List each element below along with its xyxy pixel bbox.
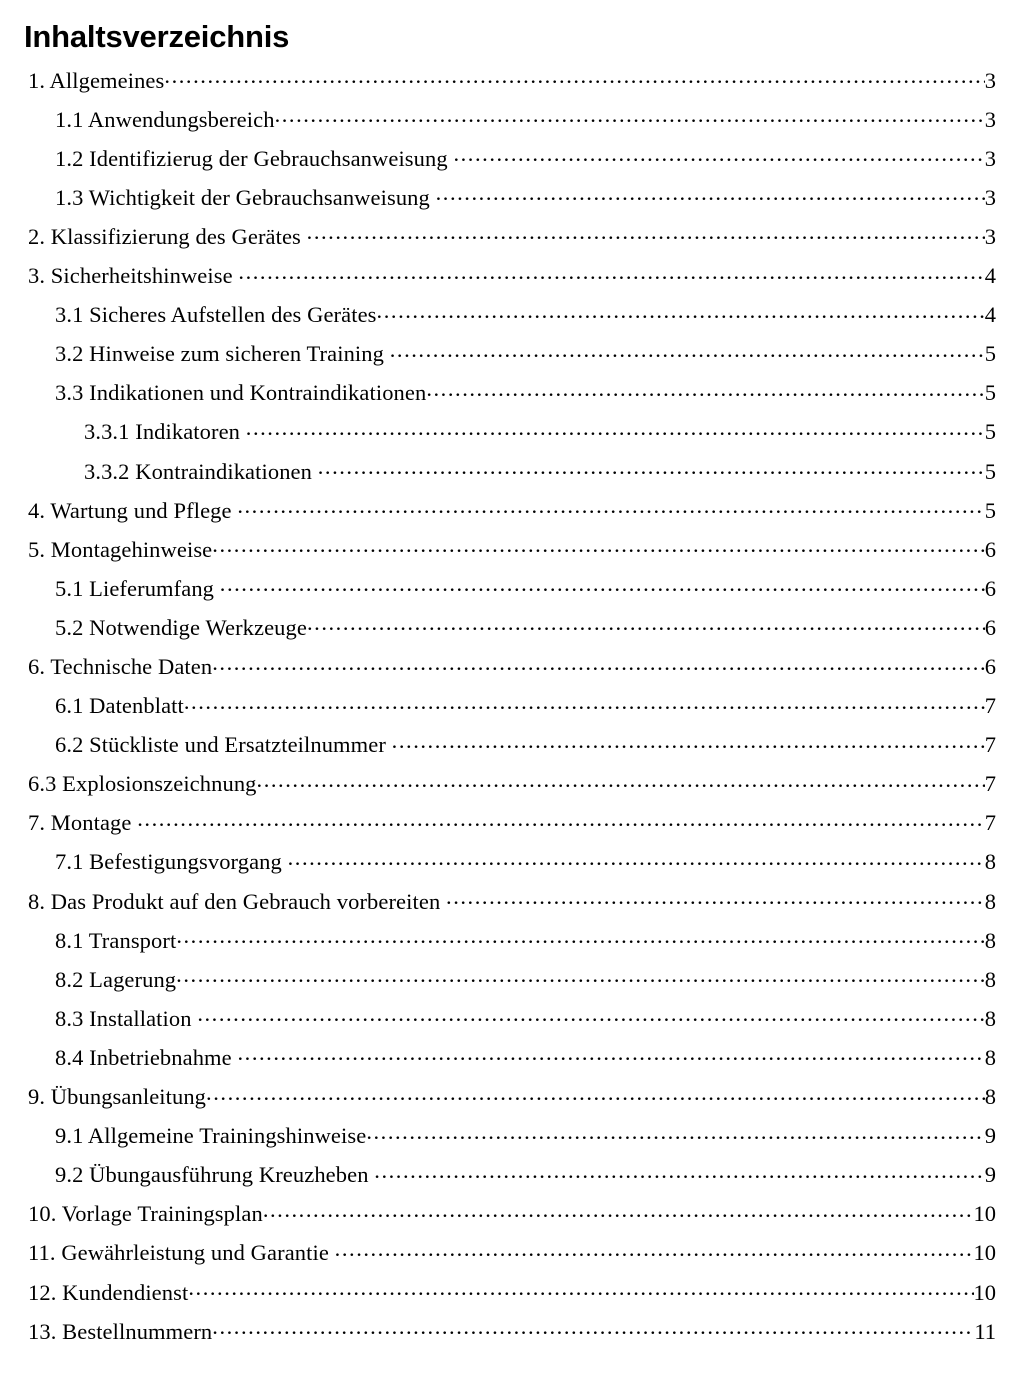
toc-dot-leader (206, 1082, 985, 1105)
toc-entry-page-number: 4 (984, 302, 996, 328)
toc-dot-leader (212, 534, 984, 557)
toc-dot-leader (220, 573, 985, 596)
toc-entry-page-number: 6 (984, 614, 996, 640)
toc-dot-leader (446, 886, 985, 909)
toc-entry-label: 3.3.1 Indikatoren (84, 419, 241, 445)
toc-dot-leader (335, 1238, 974, 1261)
toc-entry-page-number: 4 (984, 263, 996, 289)
toc-entry-label: 9.1 Allgemeine Trainingshinweise (55, 1123, 367, 1149)
toc-entry[interactable] (0, 1238, 996, 1277)
toc-entry-page-number: 5 (984, 458, 996, 484)
toc-entry-page-number: 6 (984, 654, 996, 679)
toc-entry-label: 1.2 Identifizierug der Gebrauchsanweisung (55, 145, 448, 171)
toc-dot-leader (197, 1003, 984, 1026)
toc-entry-page-number: 7 (984, 732, 996, 758)
toc-dot-leader (377, 300, 985, 323)
toc-entry-label: 1. Allgemeines (28, 67, 165, 93)
toc-entry-page-number: 5 (984, 419, 996, 445)
toc-entry-page-number: 7 (984, 771, 996, 797)
toc-entry-label: 1.3 Wichtigkeit der Gebrauchsanweisung (55, 184, 430, 210)
toc-entry-label: 3.1 Sicheres Aufstellen des Gerätes (55, 302, 377, 328)
toc-dot-leader (307, 612, 985, 635)
toc-entry-label: 5. Montagehinweise (28, 536, 213, 562)
toc-entry-page-number: 11 (974, 1318, 996, 1344)
toc-dot-leader (318, 456, 985, 479)
toc-dot-leader (390, 339, 985, 362)
toc-dot-leader (392, 730, 985, 753)
toc-dot-leader (453, 143, 984, 166)
toc-entry[interactable] (0, 221, 996, 260)
toc-dot-leader (238, 261, 984, 284)
toc-dot-leader (212, 652, 985, 675)
toc-dot-leader (212, 1316, 974, 1339)
toc-entry[interactable] (0, 1082, 996, 1121)
toc-entry-label: 2. Klassifizierung des Gerätes (28, 223, 301, 249)
toc-entry[interactable] (0, 417, 996, 456)
toc-entry[interactable] (0, 573, 996, 612)
toc-entry-label: 8.3 Installation (55, 1005, 192, 1031)
toc-entry-page-number: 8 (984, 1005, 996, 1031)
toc-entry-page-number: 7 (984, 693, 996, 719)
toc-entry[interactable] (0, 1316, 996, 1355)
toc-entry-page-number: 8 (984, 1044, 996, 1070)
toc-entry-page-number: 8 (984, 888, 996, 914)
toc-entry-page-number: 5 (984, 341, 996, 367)
toc-entry-page-number: 5 (984, 380, 996, 406)
toc-entry-label: 8. Das Produkt auf den Gebrauch vorbereiten (28, 888, 441, 914)
toc-entry[interactable] (0, 1042, 996, 1081)
toc-entry-page-number: 10 (973, 1201, 996, 1227)
toc-entry-label: 7. Montage (28, 810, 132, 836)
toc-dot-leader (263, 1199, 974, 1222)
toc-dot-leader (176, 925, 984, 948)
toc-entry-label: 6.2 Stückliste und Ersatzteilnummer (55, 732, 386, 758)
toc-dot-leader (307, 221, 985, 244)
toc-entry[interactable] (0, 1199, 996, 1238)
toc-entry[interactable] (0, 339, 996, 378)
toc-entry-label: 8.2 Lagerung (55, 966, 177, 992)
toc-entry[interactable] (0, 612, 996, 651)
toc-entry[interactable] (0, 691, 996, 730)
toc-dot-leader (275, 104, 985, 127)
toc-dot-leader (426, 378, 984, 401)
toc-entry-page-number: 3 (984, 145, 996, 171)
toc-entry-page-number: 8 (984, 927, 996, 953)
toc-entry[interactable] (0, 808, 996, 847)
toc-dot-leader (374, 1160, 984, 1183)
table-of-contents-list (0, 54, 1026, 1355)
toc-entry-label: 3.3.2 Kontraindikationen (84, 458, 312, 484)
toc-entry-label: 6.3 Explosionszeichnung (28, 771, 257, 797)
toc-entry[interactable] (0, 143, 996, 182)
toc-entry-label: 11. Gewährleistung und Garantie (28, 1240, 329, 1266)
toc-entry-page-number: 6 (984, 536, 996, 562)
toc-entry[interactable] (0, 1160, 996, 1199)
toc-entry[interactable] (0, 652, 996, 691)
toc-dot-leader (246, 417, 985, 440)
toc-entry-label: 6. Technische Daten (28, 654, 213, 679)
toc-dot-leader (366, 1121, 984, 1144)
toc-entry[interactable] (0, 730, 996, 769)
toc-entry[interactable] (0, 886, 996, 925)
toc-entry[interactable] (0, 456, 996, 495)
page-title: Inhaltsverzeichnis (24, 19, 290, 54)
toc-entry[interactable] (0, 534, 996, 573)
toc-entry-label: 7.1 Befestigungsvorgang (55, 849, 282, 875)
toc-entry-label: 1.1 Anwendungsbereich (55, 106, 275, 132)
toc-entry-label: 8.4 Inbetriebnahme (55, 1044, 232, 1070)
toc-entry-label: 12. Kundendienst (28, 1279, 189, 1305)
toc-entry-label: 5.2 Notwendige Werkzeuge (55, 614, 307, 640)
toc-dot-leader (176, 964, 985, 987)
toc-dot-leader (184, 691, 985, 714)
toc-entry[interactable] (0, 1121, 996, 1160)
toc-entry[interactable] (0, 1277, 996, 1316)
toc-entry-label: 13. Bestellnummern (28, 1318, 213, 1344)
toc-entry[interactable] (0, 300, 996, 339)
toc-entry[interactable] (0, 495, 996, 534)
toc-entry[interactable] (0, 261, 996, 300)
toc-entry-page-number: 7 (984, 810, 996, 836)
toc-dot-leader (288, 847, 985, 870)
toc-entry[interactable] (0, 847, 996, 886)
toc-dot-leader (237, 1042, 984, 1065)
toc-dot-leader (188, 1277, 973, 1300)
toc-entry-page-number: 8 (984, 1084, 996, 1110)
toc-dot-leader (137, 808, 985, 831)
toc-entry-label: 4. Wartung und Pflege (28, 497, 232, 523)
toc-dot-leader (164, 65, 984, 88)
toc-entry[interactable] (0, 378, 996, 417)
toc-entry-label: 3.2 Hinweise zum sicheren Training (55, 341, 384, 367)
toc-entry-page-number: 6 (984, 575, 996, 601)
toc-entry[interactable] (0, 769, 996, 808)
toc-dot-leader (257, 769, 985, 792)
toc-entry[interactable] (0, 925, 996, 964)
toc-entry-label: 3. Sicherheitshinweise (28, 263, 233, 289)
toc-entry-page-number: 5 (984, 497, 996, 523)
toc-entry-label: 3.3 Indikationen und Kontraindikationen (55, 380, 427, 406)
toc-entry-label: 6.1 Datenblatt (55, 693, 184, 719)
toc-entry[interactable] (0, 964, 996, 1003)
toc-entry[interactable] (0, 104, 996, 143)
toc-entry[interactable] (0, 1003, 996, 1042)
toc-entry-page-number: 3 (984, 67, 996, 93)
toc-entry-page-number: 10 (973, 1240, 996, 1266)
toc-entry[interactable] (0, 65, 996, 104)
toc-entry-page-number: 10 (973, 1279, 996, 1305)
toc-entry-page-number: 3 (984, 106, 996, 132)
toc-entry[interactable] (0, 182, 996, 221)
toc-entry-page-number: 9 (984, 1123, 996, 1149)
toc-entry-page-number: 9 (984, 1162, 996, 1188)
toc-dot-leader (237, 495, 984, 518)
toc-dot-leader (436, 182, 985, 205)
toc-entry-page-number: 8 (984, 849, 996, 875)
toc-entry-label: 10. Vorlage Trainingsplan (28, 1201, 263, 1227)
toc-entry-page-number: 3 (984, 184, 996, 210)
toc-entry-page-number: 3 (984, 223, 996, 249)
toc-entry-label: 5.1 Lieferumfang (55, 575, 215, 601)
toc-entry-page-number: 8 (984, 966, 996, 992)
toc-entry-label: 9. Übungsanleitung (28, 1084, 207, 1110)
toc-entry-label: 9.2 Übungausführung Kreuzheben (55, 1162, 369, 1188)
toc-entry-label: 8.1 Transport (55, 927, 177, 953)
